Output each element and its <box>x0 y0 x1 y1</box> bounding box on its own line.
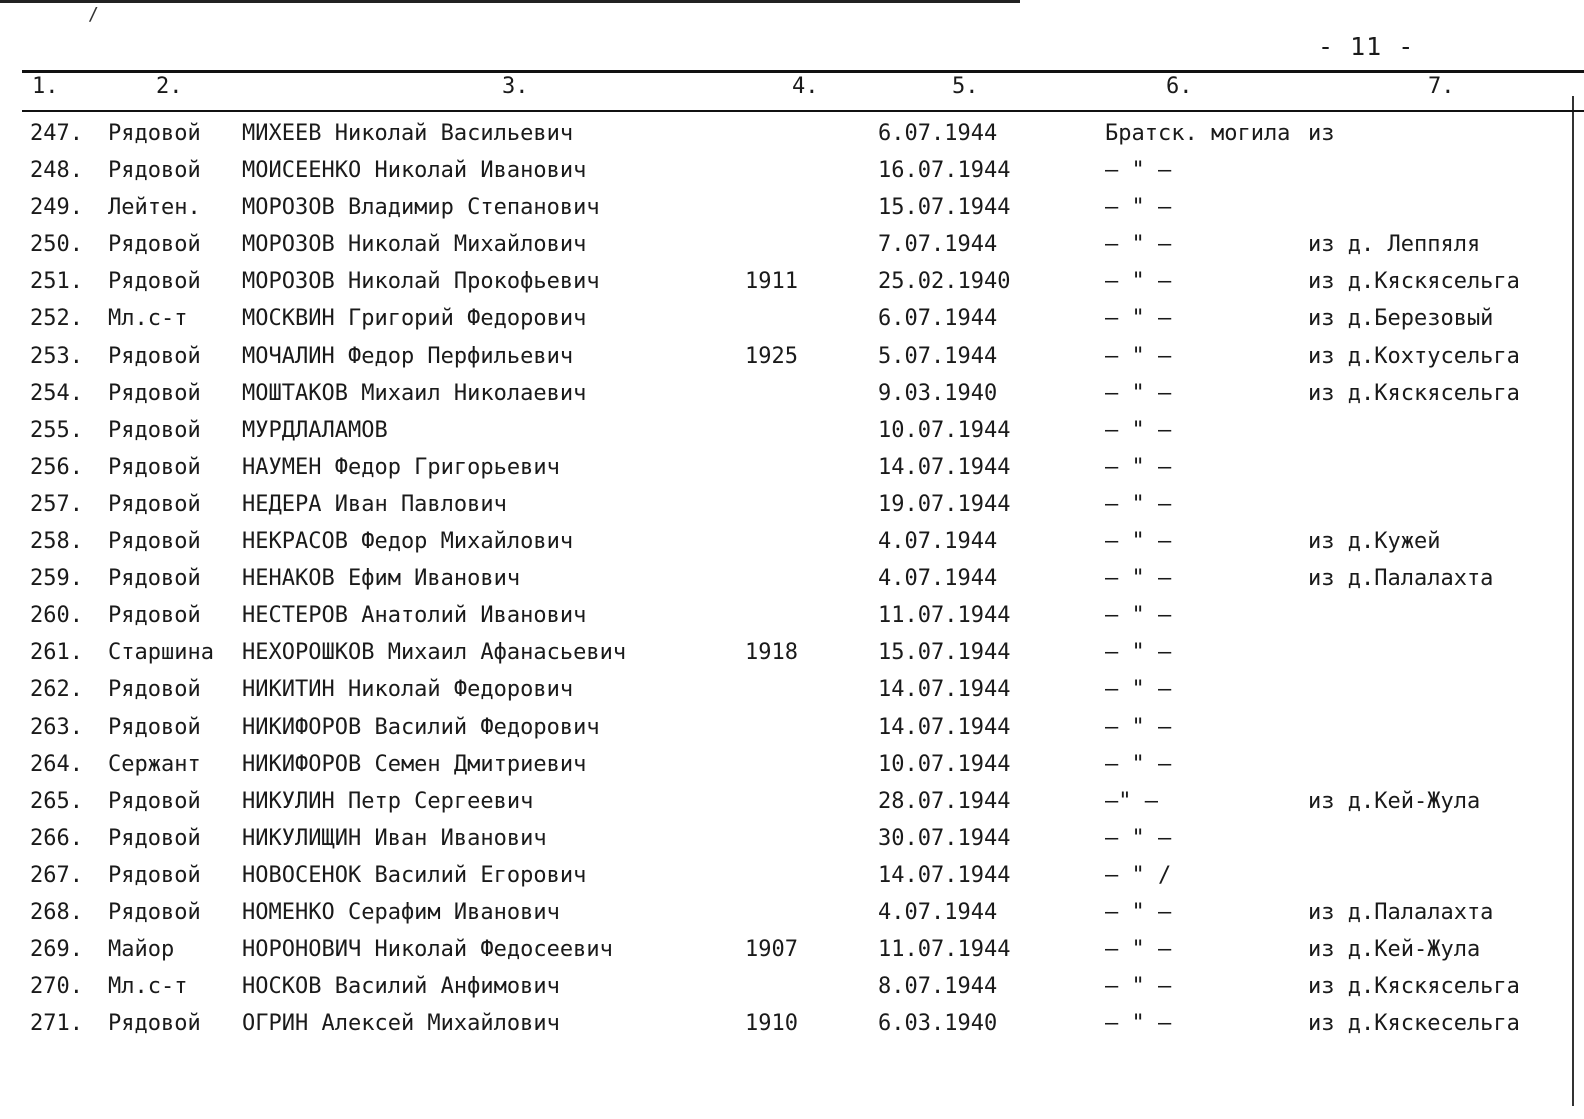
row-number: 271. <box>30 1011 83 1037</box>
table-row <box>0 189 1584 226</box>
row-number: 263. <box>30 714 83 740</box>
rank: Рядовой <box>108 454 201 480</box>
column-header-2: 2. <box>156 74 183 99</box>
burial-place: – " – <box>1105 491 1172 517</box>
origin-note: из д.Березовый <box>1308 306 1494 332</box>
full-name: НОМЕНКО Серафим Иванович <box>242 899 560 925</box>
row-number: 261. <box>30 640 83 666</box>
rank: Старшина <box>108 640 214 666</box>
death-date: 30.07.1944 <box>878 825 1011 851</box>
origin-note: из д.Палалахта <box>1308 899 1494 925</box>
table-row <box>0 671 1584 708</box>
table-row <box>0 152 1584 189</box>
rank: Рядовой <box>108 269 201 295</box>
row-number: 262. <box>30 677 83 703</box>
rank: Мл.с-т <box>108 974 188 1000</box>
row-number: 256. <box>30 454 83 480</box>
rank: Рядовой <box>108 566 201 592</box>
death-date: 15.07.1944 <box>878 640 1011 666</box>
death-date: 16.07.1944 <box>878 158 1011 184</box>
full-name: МИХЕЕВ Николай Васильевич <box>242 121 574 146</box>
full-name: МОИСЕЕНКО Николай Иванович <box>242 158 587 184</box>
burial-place: – " – <box>1105 158 1172 184</box>
rank: Лейтен. <box>108 195 201 221</box>
table-row <box>0 894 1584 931</box>
origin-note: из д.Кужей <box>1308 529 1441 555</box>
burial-place: – " – <box>1105 1011 1172 1037</box>
death-date: 7.07.1944 <box>878 232 998 258</box>
rank: Рядовой <box>108 825 201 851</box>
rank: Рядовой <box>108 491 201 517</box>
rank: Рядовой <box>108 603 201 629</box>
column-header-1: 1. <box>32 74 59 99</box>
origin-note: из д.Палалахта <box>1308 566 1494 592</box>
table-row <box>0 263 1584 300</box>
burial-place: – " – <box>1105 603 1172 629</box>
birth-year: 1925 <box>745 343 798 369</box>
burial-place: – " – <box>1105 751 1172 777</box>
row-number: 266. <box>30 825 83 851</box>
origin-note: из д.Кяскесельга <box>1308 1011 1520 1037</box>
death-date: 14.07.1944 <box>878 677 1011 703</box>
header-rule-bottom <box>22 110 1584 112</box>
full-name: НОВОСЕНОК Василий Егорович <box>242 862 587 888</box>
row-number: 255. <box>30 417 83 443</box>
table-row <box>0 300 1584 337</box>
full-name: НИКИТИН Николай Федорович <box>242 677 574 703</box>
origin-note: из д.Кей-Жула <box>1308 937 1481 963</box>
row-number: 267. <box>30 862 83 888</box>
table-row <box>0 968 1584 1005</box>
row-number: 268. <box>30 899 83 925</box>
death-date: 11.07.1944 <box>878 603 1011 629</box>
burial-place: – " – <box>1105 899 1172 925</box>
table-row <box>0 634 1584 671</box>
row-number: 250. <box>30 232 83 258</box>
rank: Рядовой <box>108 417 201 443</box>
death-date: 28.07.1944 <box>878 788 1011 814</box>
origin-note: из д.Кяскясельга <box>1308 974 1520 1000</box>
table-row <box>0 1005 1584 1042</box>
death-date: 15.07.1944 <box>878 195 1011 221</box>
death-date: 8.07.1944 <box>878 974 998 1000</box>
burial-place: – " – <box>1105 269 1172 295</box>
death-date: 10.07.1944 <box>878 751 1011 777</box>
burial-place: – " – <box>1105 677 1172 703</box>
burial-place: – " – <box>1105 380 1172 406</box>
row-number: 249. <box>30 195 83 221</box>
table-row <box>0 746 1584 783</box>
burial-place: – " – <box>1105 974 1172 1000</box>
burial-place: –" – <box>1105 788 1158 814</box>
rank: Рядовой <box>108 677 201 703</box>
rank: Рядовой <box>108 899 201 925</box>
full-name: НЕКРАСОВ Федор Михайлович <box>242 529 574 555</box>
pen-mark: / <box>88 4 99 25</box>
rank: Рядовой <box>108 862 201 888</box>
full-name: МУРДЛАЛАМОВ <box>242 417 388 443</box>
rank: Рядовой <box>108 121 201 146</box>
death-date: 14.07.1944 <box>878 862 1011 888</box>
row-number: 253. <box>30 343 83 369</box>
table-row <box>0 709 1584 746</box>
row-number: 265. <box>30 788 83 814</box>
burial-place: – " – <box>1105 454 1172 480</box>
rank: Рядовой <box>108 343 201 369</box>
birth-year: 1907 <box>745 937 798 963</box>
death-date: 14.07.1944 <box>878 714 1011 740</box>
full-name: ОГРИН Алексей Михайлович <box>242 1011 560 1037</box>
death-date: 9.03.1940 <box>878 380 998 406</box>
rank: Рядовой <box>108 380 201 406</box>
row-number: 259. <box>30 566 83 592</box>
column-header-row <box>0 74 1584 108</box>
origin-note: из д. Леппяля <box>1308 232 1481 258</box>
scan-top-edge <box>0 0 1020 3</box>
full-name: НЕНАКОВ Ефим Иванович <box>242 566 521 592</box>
burial-place: – " – <box>1105 306 1172 332</box>
rank: Майор <box>108 937 175 963</box>
table-row <box>0 560 1584 597</box>
burial-place: – " – <box>1105 937 1172 963</box>
row-number: 252. <box>30 306 83 332</box>
column-header-6: 6. <box>1166 74 1193 99</box>
table-row <box>0 857 1584 894</box>
birth-year: 1911 <box>745 269 798 295</box>
death-date: 5.07.1944 <box>878 343 998 369</box>
table-row <box>0 820 1584 857</box>
row-number: 247. <box>30 121 83 146</box>
death-date: 4.07.1944 <box>878 566 998 592</box>
table-row <box>0 412 1584 449</box>
table-row <box>0 375 1584 412</box>
full-name: МОРОЗОВ Николай Михайлович <box>242 232 587 258</box>
full-name: МОРОЗОВ Владимир Степанович <box>242 195 600 221</box>
row-number: 260. <box>30 603 83 629</box>
rank: Рядовой <box>108 232 201 258</box>
burial-place: – " – <box>1105 714 1172 740</box>
death-date: 6.03.1940 <box>878 1011 998 1037</box>
burial-place: – " – <box>1105 566 1172 592</box>
burial-place: – " / <box>1105 862 1172 888</box>
rank: Сержант <box>108 751 201 777</box>
death-date: 25.02.1940 <box>878 269 1011 295</box>
column-header-5: 5. <box>952 74 979 99</box>
birth-year: 1910 <box>745 1011 798 1037</box>
burial-place: – " – <box>1105 343 1172 369</box>
origin-note: из д.Кохтусельга <box>1308 343 1520 369</box>
full-name: НОРОНОВИЧ Николай Федосеевич <box>242 937 613 963</box>
row-number: 251. <box>30 269 83 295</box>
death-date: 4.07.1944 <box>878 529 998 555</box>
origin-note: из д.Кяскясельга <box>1308 380 1520 406</box>
death-date: 6.07.1944 <box>878 306 998 332</box>
origin-note: из д.Кей-Жула <box>1308 788 1481 814</box>
table-row <box>0 523 1584 560</box>
death-date: 14.07.1944 <box>878 454 1011 480</box>
table-row <box>0 115 1584 152</box>
burial-place: – " – <box>1105 640 1172 666</box>
page-number: - 11 - <box>1318 32 1415 61</box>
row-number: 269. <box>30 937 83 963</box>
column-header-7: 7. <box>1428 74 1455 99</box>
death-date: 6.07.1944 <box>878 121 998 146</box>
row-number: 264. <box>30 751 83 777</box>
burial-place: – " – <box>1105 195 1172 221</box>
burial-place: – " – <box>1105 825 1172 851</box>
full-name: НИКИФОРОВ Василий Федорович <box>242 714 600 740</box>
death-date: 10.07.1944 <box>878 417 1011 443</box>
full-name: НИКИФОРОВ Семен Дмитриевич <box>242 751 587 777</box>
rank: Рядовой <box>108 788 201 814</box>
origin-note: из <box>1308 121 1335 146</box>
burial-place: – " – <box>1105 529 1172 555</box>
table-row <box>0 338 1584 375</box>
full-name: МОСКВИН Григорий Федорович <box>242 306 587 332</box>
row-number: 257. <box>30 491 83 517</box>
row-number: 248. <box>30 158 83 184</box>
table-row <box>0 783 1584 820</box>
table-row <box>0 597 1584 634</box>
full-name: НОСКОВ Василий Анфимович <box>242 974 560 1000</box>
death-date: 11.07.1944 <box>878 937 1011 963</box>
table-row <box>0 226 1584 263</box>
full-name: НИКУЛИЩИН Иван Иванович <box>242 825 547 851</box>
birth-year: 1918 <box>745 640 798 666</box>
table-row <box>0 486 1584 523</box>
rank: Рядовой <box>108 714 201 740</box>
death-date: 19.07.1944 <box>878 491 1011 517</box>
rank: Рядовой <box>108 158 201 184</box>
rank: Рядовой <box>108 1011 201 1037</box>
column-header-3: 3. <box>502 74 529 99</box>
full-name: МОЧАЛИН Федор Перфильевич <box>242 343 574 369</box>
table-row <box>0 449 1584 486</box>
full-name: МОРОЗОВ Николай Прокофьевич <box>242 269 600 295</box>
table-row <box>0 931 1584 968</box>
full-name: НЕСТЕРОВ Анатолий Иванович <box>242 603 587 629</box>
row-number: 254. <box>30 380 83 406</box>
row-number: 270. <box>30 974 83 1000</box>
burial-place: – " – <box>1105 417 1172 443</box>
origin-note: из д.Кяскясельга <box>1308 269 1520 295</box>
full-name: МОШТАКОВ Михаил Николаевич <box>242 380 587 406</box>
full-name: НАУМЕН Федор Григорьевич <box>242 454 560 480</box>
burial-place: – " – <box>1105 232 1172 258</box>
burial-list <box>0 115 1584 1042</box>
full-name: НИКУЛИН Петр Сергеевич <box>242 788 534 814</box>
row-number: 258. <box>30 529 83 555</box>
full-name: НЕДЕРА Иван Павлович <box>242 491 507 517</box>
burial-place: Братск. могила <box>1105 121 1291 146</box>
rank: Рядовой <box>108 529 201 555</box>
header-rule-top <box>22 70 1584 73</box>
death-date: 4.07.1944 <box>878 899 998 925</box>
rank: Мл.с-т <box>108 306 188 332</box>
full-name: НЕХОРОШКОВ Михаил Афанасьевич <box>242 640 627 666</box>
column-header-4: 4. <box>792 74 819 99</box>
